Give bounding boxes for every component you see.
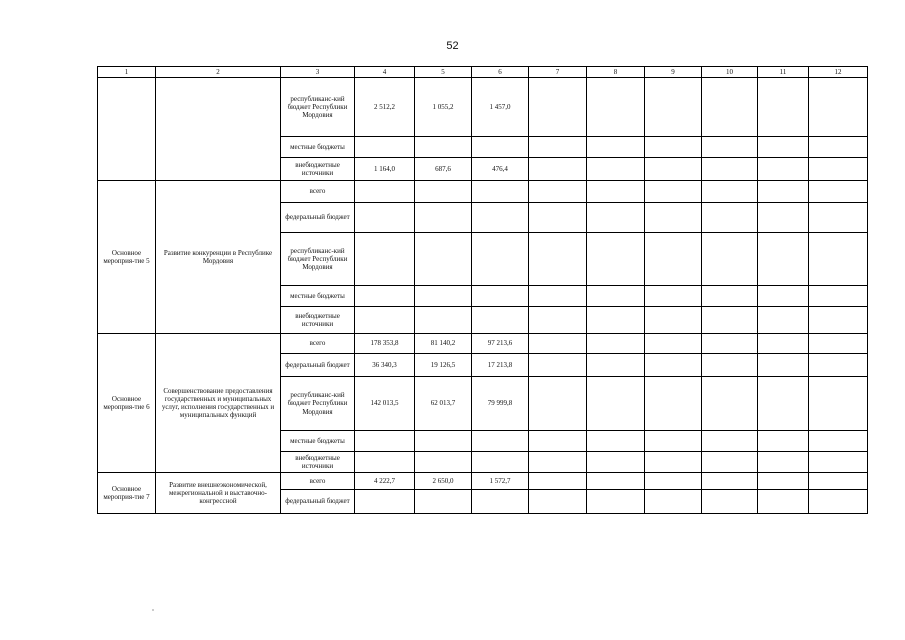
col-header-7: 7 <box>529 67 587 78</box>
event-name: Развитие конкуренции в Республике Мордовия <box>156 181 281 334</box>
funding-source: внебюджетные источники <box>281 158 355 181</box>
table-row <box>98 334 868 354</box>
event-name: Развитие внешнеэкономической, межрегиональной и выставочно-конгрессной <box>156 473 281 514</box>
funding-source: всего <box>281 181 355 203</box>
value-cell: 1 457,0 <box>472 78 529 137</box>
value-cell <box>355 286 415 307</box>
value-cell <box>415 490 472 514</box>
value-cell: 1 164,0 <box>355 158 415 181</box>
value-cell: 4 222,7 <box>355 473 415 490</box>
col-header-9: 9 <box>645 67 702 78</box>
funding-source: республиканс-кий бюджет Республики Мордовия <box>281 233 355 286</box>
value-cell <box>415 233 472 286</box>
value-cell: 476,4 <box>472 158 529 181</box>
funding-source: республиканс-кий бюджет Республики Мордовия <box>281 78 355 137</box>
value-cell <box>415 181 472 203</box>
value-cell: 17 213,8 <box>472 354 529 377</box>
value-cell <box>415 452 472 473</box>
col-header-6: 6 <box>472 67 529 78</box>
value-cell <box>355 431 415 452</box>
value-cell <box>355 203 415 233</box>
budget-table <box>97 66 868 514</box>
funding-source: федеральный бюджет <box>281 490 355 514</box>
value-cell <box>415 307 472 334</box>
funding-source: всего <box>281 334 355 354</box>
event-name: Совершенствование предоставления государственных и муниципальных услуг, исполнения государственных и муниципальных функций <box>156 334 281 473</box>
value-cell <box>355 490 415 514</box>
event-label: Основное мероприя-тие 5 <box>98 181 156 334</box>
table-row <box>98 78 868 137</box>
value-cell <box>472 452 529 473</box>
value-cell: 19 126,5 <box>415 354 472 377</box>
col-header-4: 4 <box>355 67 415 78</box>
col-header-10: 10 <box>702 67 758 78</box>
value-cell <box>415 137 472 158</box>
funding-source: внебюджетные источники <box>281 452 355 473</box>
value-cell: 178 353,8 <box>355 334 415 354</box>
value-cell <box>355 181 415 203</box>
scan-speck <box>152 609 154 611</box>
funding-source: внебюджетные источники <box>281 307 355 334</box>
value-cell <box>472 307 529 334</box>
funding-source: местные бюджеты <box>281 286 355 307</box>
value-cell <box>355 307 415 334</box>
value-cell <box>472 431 529 452</box>
value-cell <box>472 233 529 286</box>
funding-source: федеральный бюджет <box>281 203 355 233</box>
page-number: 52 <box>446 40 459 52</box>
funding-source: всего <box>281 473 355 490</box>
col-header-1: 1 <box>98 67 156 78</box>
value-cell: 687,6 <box>415 158 472 181</box>
table-row <box>98 473 868 490</box>
value-cell <box>415 286 472 307</box>
header-row <box>98 67 868 78</box>
value-cell <box>472 286 529 307</box>
event-cell <box>98 78 156 181</box>
value-cell: 2 512,2 <box>355 78 415 137</box>
value-cell <box>472 137 529 158</box>
value-cell: 79 999,8 <box>472 377 529 431</box>
value-cell <box>355 452 415 473</box>
col-header-2: 2 <box>156 67 281 78</box>
event-label: Основное мероприя-тие 6 <box>98 334 156 473</box>
table-row <box>98 181 868 203</box>
value-cell: 1 055,2 <box>415 78 472 137</box>
value-cell: 1 572,7 <box>472 473 529 490</box>
value-cell <box>415 431 472 452</box>
col-header-11: 11 <box>758 67 809 78</box>
event-label: Основное мероприя-тие 7 <box>98 473 156 514</box>
value-cell <box>472 181 529 203</box>
funding-source: местные бюджеты <box>281 137 355 158</box>
value-cell: 142 013,5 <box>355 377 415 431</box>
col-header-5: 5 <box>415 67 472 78</box>
value-cell <box>415 203 472 233</box>
col-header-8: 8 <box>587 67 645 78</box>
funding-source: республиканс-кий бюджет Республики Мордовия <box>281 377 355 431</box>
value-cell <box>472 203 529 233</box>
value-cell: 81 140,2 <box>415 334 472 354</box>
col-header-12: 12 <box>809 67 868 78</box>
value-cell: 2 650,0 <box>415 473 472 490</box>
value-cell: 36 340,3 <box>355 354 415 377</box>
col-header-3: 3 <box>281 67 355 78</box>
name-cell <box>156 78 281 181</box>
funding-source: местные бюджеты <box>281 431 355 452</box>
value-cell <box>472 490 529 514</box>
value-cell <box>355 137 415 158</box>
value-cell <box>355 233 415 286</box>
value-cell: 62 013,7 <box>415 377 472 431</box>
funding-source: федеральный бюджет <box>281 354 355 377</box>
value-cell: 97 213,6 <box>472 334 529 354</box>
